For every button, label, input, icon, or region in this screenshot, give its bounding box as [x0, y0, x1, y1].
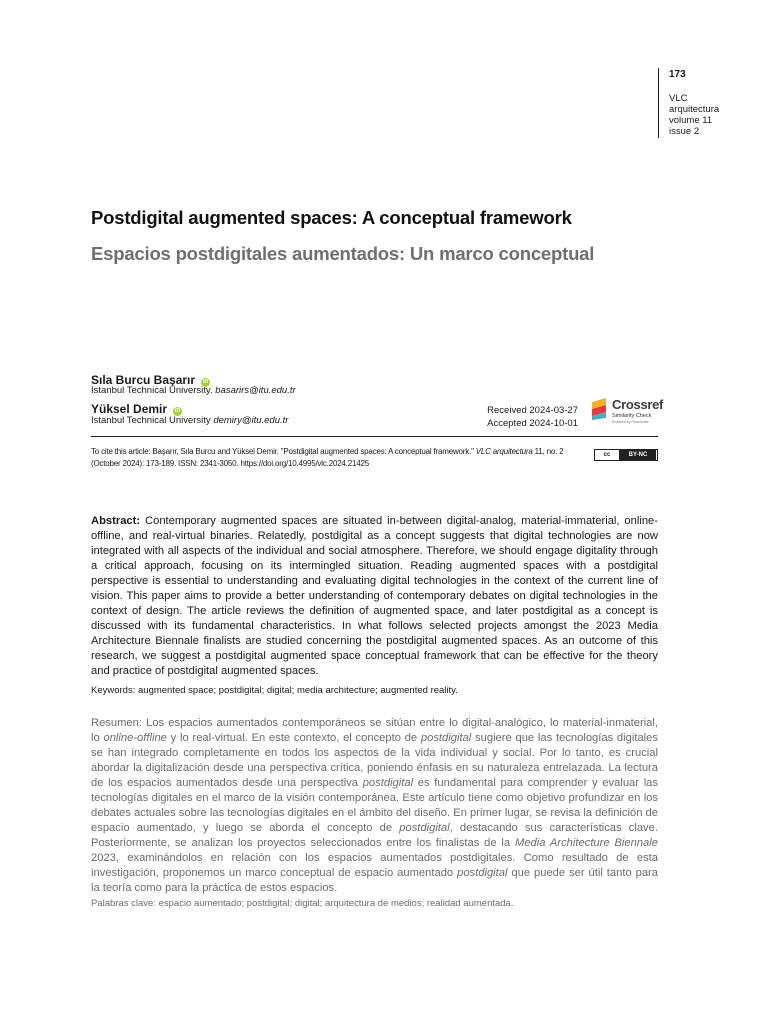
citation [91, 446, 581, 469]
resumen-italic: postdigital [399, 822, 450, 834]
affiliation-text: Istanbul Technical University. [91, 385, 213, 396]
journal-line: issue 2 [669, 126, 700, 137]
resumen-text: sugiere que las tecnologías digitales se han integrado completamente en todos los aspectos de la vida individual y social. Por lo tanto, es crucial abordar la digitalización desde una perspectiva crítica, poniendo énfasis en su naturaleza entrelazada. La lectura de los espacios aumentados desde una perspectiva [91, 732, 658, 789]
author-name: Sıla Burcu Başarır [91, 373, 196, 387]
author-email[interactable]: basarirs@itu.edu.tr [215, 385, 296, 396]
resumen-text: Los espacios aumentados contemporáneos se sitúan entre lo digital-analógico, lo material-inmaterial, lo [91, 717, 658, 744]
crossref-subtitle: Similarity Check [612, 413, 652, 419]
journal-info [669, 93, 719, 137]
resumen-label: Resumen: [91, 717, 142, 729]
keywords-label: Keywords [91, 685, 133, 696]
abstract-text: Contemporary augmented spaces are situated in-between digital-analog, material-immaterial, online-offline, and real-virtual binaries. Relatedly, postdigital as a concept suggests that digital technologies are now integrated with all aspects of the individual and social atmosphere. Therefore, we should engage digitality through a critical approach, focusing on its intermingled situation. Reading augmented spaces with a postdigital perspective is essential to understanding and evaluating digital technologies in the context of the current line of vision. This paper aims to provide a better understanding of contemporary debates on digital technologies in the context of design. The article reviews the definition of augmented space, and later postdigital as a concept is discussed with its fundamental characteristics. In what follows selected projects amongst the 2023 Media Architecture Biennale finalists are studied concerning the postdigital augmented spaces. As an outcome of this research, we suggest a postdigital augmented space conceptual framework that can be effective for the theory and practice of postdigital augmented spaces. [91, 515, 659, 677]
citation-text: To cite this article: Başarır, Sıla Burcu and Yüksel Demir. "Postdigital augmented spaces: A conceptual framework." [91, 447, 474, 456]
keywords-text: : augmented space; postdigital; digital; media architecture; augmented reality. [132, 685, 458, 696]
resumen-text: que puede ser útil tanto para la teoría como para la práctica de estos espacios. [91, 867, 658, 894]
resumen-italic: online-offline [103, 732, 167, 744]
resumen-italic: postdigital [362, 777, 414, 789]
crossref-icon [592, 398, 608, 420]
resumen-italic: postdigital [420, 732, 472, 744]
journal-line: VLC [669, 93, 688, 104]
license-label: BY-NC [620, 450, 656, 460]
accepted-date: Accepted 2024-10-01 [487, 418, 578, 429]
resumen-italic: Media Architecture Biennale [515, 837, 658, 849]
crossref-powered: Powered by iThenticate [612, 420, 649, 424]
crossref-name: Crossref [612, 397, 664, 412]
cc-icon: cc [595, 450, 620, 460]
affiliation-text: Istanbul Technical University [91, 415, 211, 426]
orcid-icon[interactable]: iD [202, 379, 209, 385]
abstract-label: Abstract: [91, 515, 141, 527]
citation-journal: VLC arquitectura [475, 447, 533, 456]
author-name: Yüksel Demir [91, 402, 168, 416]
received-date: Received 2024-03-27 [487, 405, 578, 416]
title-spanish: Espacios postdigitales aumentados: Un marco conceptual [91, 243, 595, 264]
crossref-logo[interactable] [592, 396, 662, 426]
keywords [91, 685, 658, 696]
author-affiliation [91, 415, 288, 426]
author-affiliation [91, 385, 296, 396]
resumen-text: y lo real-virtual. En este contexto, el concepto de [166, 732, 421, 744]
resumen-text: 2023, examinándolos en relación con los espacios aumentados postdigitales. Como resultado de esta investigación, proponemos un marco conceptual de espacio aumentado [91, 852, 658, 879]
abstract [91, 514, 658, 679]
orcid-icon[interactable]: iD [174, 408, 181, 414]
header-rule [658, 68, 659, 138]
resumen [91, 716, 658, 896]
title-english: Postdigital augmented spaces: A conceptual framework [91, 207, 572, 228]
author-email[interactable]: demiry@itu.edu.tr [213, 415, 289, 426]
palabras-text: : espacio aumentado; postdigital; digital; arquitectura de medios; realidad aumentada. [153, 898, 514, 909]
page-number: 173 [669, 69, 686, 80]
resumen-text: , destacando sus características clave. Posteriormente, se analizan los proyectos seleccionados entre los finalistas de la [91, 822, 658, 849]
cc-license-badge[interactable] [594, 449, 658, 461]
palabras-label: Palabras clave [91, 898, 154, 909]
journal-line: volume 11 [669, 115, 713, 126]
journal-line: arquitectura [669, 104, 720, 115]
palabras-clave [91, 898, 658, 909]
resumen-text: es fundamental para comprender y evaluar las tecnologías digitales en el marco de la visión contemporánea. Este artículo tiene como objetivo profundizar en los debates actuales sobre las tecnologías digitales en el ámbito del diseño. En primer lugar, se revisa la definición de espacio aumentado, y luego se aborda el concepto de [91, 777, 658, 834]
resumen-italic: postdigital [457, 867, 508, 879]
citation-rule [91, 436, 658, 437]
citation-doi[interactable]: 11, no. 2 (October 2024): 173-189. ISSN: 2341-3050. https://doi.org/10.4995/vlc.2024.21425 [91, 447, 564, 468]
